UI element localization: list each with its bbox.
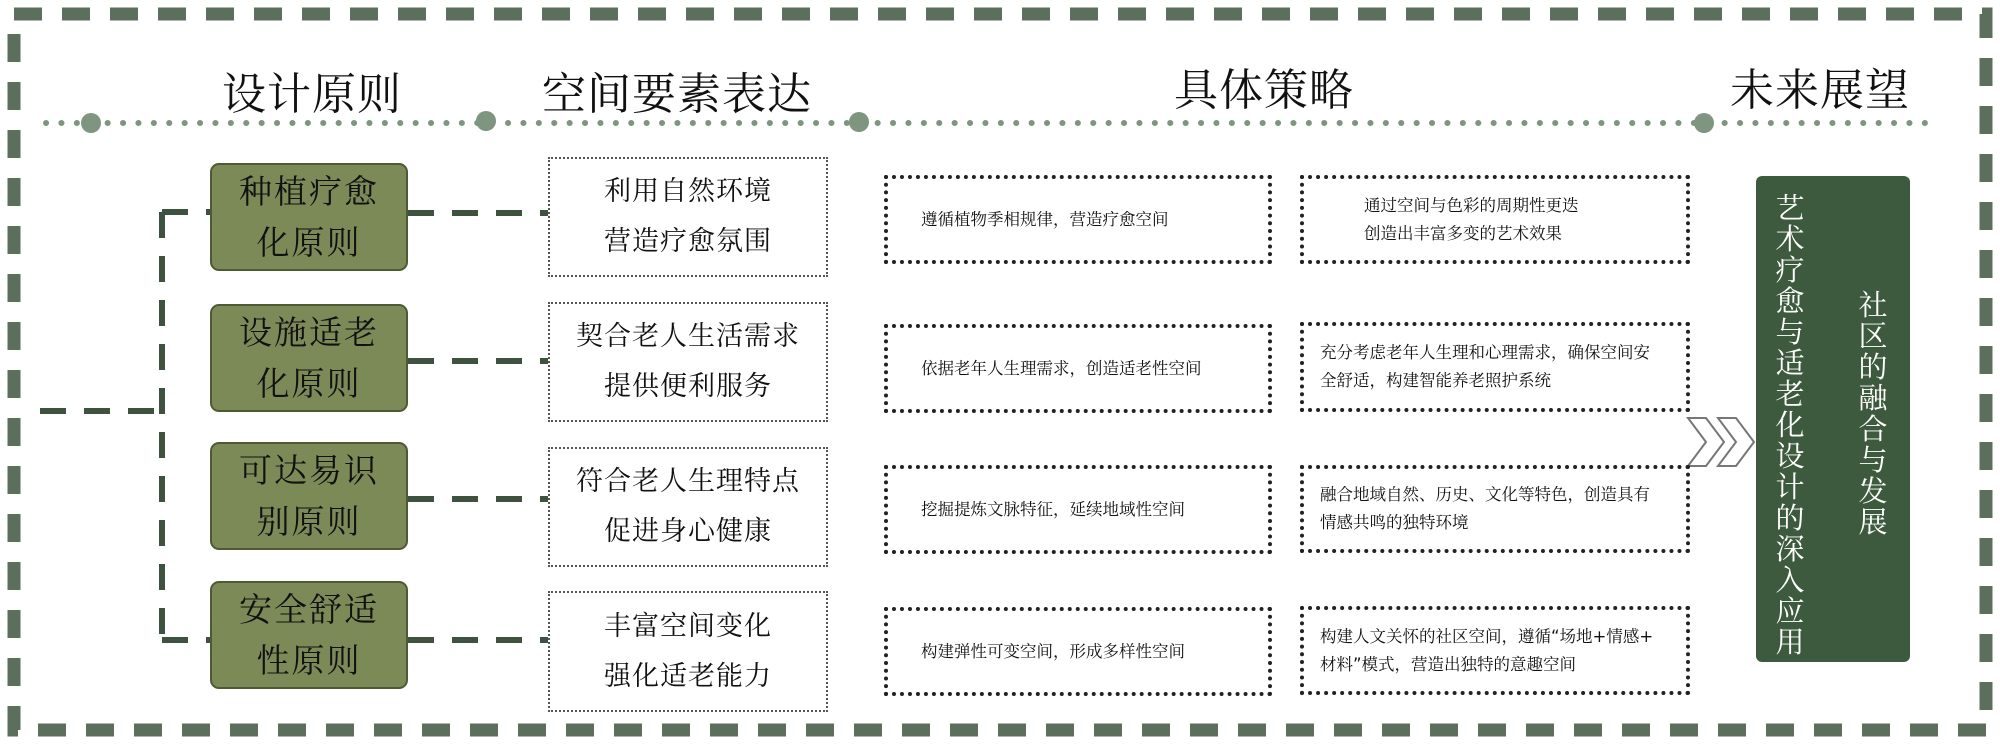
strategy-text: 材料”模式，营造出独特的意趣空间 <box>1320 654 1577 674</box>
vision-char: 应 <box>1775 594 1805 628</box>
strategy-text: 遵循植物季相规律，营造疗愈空间 <box>921 209 1169 229</box>
vision-char: 计 <box>1775 470 1805 504</box>
timeline-node-1 <box>81 113 101 133</box>
strategy-text: 创造出丰富多变的艺术效果 <box>1364 223 1562 243</box>
vision-text-art-healing <box>1773 193 1807 658</box>
header-outlook: 未来展望 <box>1730 65 1910 116</box>
principle-line: 别原则 <box>256 502 362 541</box>
future-vision-panel <box>1756 176 1910 662</box>
vision-text-community <box>1856 290 1890 538</box>
strategy-text: 全舒适，构建智能养老照护系统 <box>1320 371 1551 390</box>
strategy-box-right-3 <box>1300 465 1690 553</box>
vision-char: 融 <box>1858 381 1888 415</box>
expression-box-2 <box>548 302 828 422</box>
strategy-text: 情感共鸣的独特环境 <box>1320 513 1469 532</box>
expression-box-4 <box>548 591 828 712</box>
timeline-node-4 <box>1694 113 1714 133</box>
expression-line: 强化适老能力 <box>604 660 772 692</box>
header-strategies: 具体策略 <box>1174 65 1354 116</box>
expression-line: 利用自然环境 <box>604 176 772 207</box>
strategy-text: 挖掘提炼文脉特征，延续地域性空间 <box>921 499 1185 519</box>
connector-lines <box>40 212 548 640</box>
vision-char: 发 <box>1858 474 1888 508</box>
strategy-box-right-1 <box>1300 175 1690 264</box>
expression-line: 契合老人生活需求 <box>576 321 800 352</box>
vision-char: 愈 <box>1775 284 1805 318</box>
expression-box-3 <box>548 447 828 567</box>
strategy-text: 依据老年人生理需求，创造适老性空间 <box>921 358 1202 378</box>
strategy-text: 充分考虑老年人生理和心理需求，确保空间安 <box>1320 343 1650 362</box>
header-design-principles: 设计原则 <box>222 69 402 120</box>
vision-char: 入 <box>1775 563 1805 597</box>
strategy-box-right-2 <box>1300 322 1690 412</box>
principle-line: 种植疗愈 <box>239 172 379 211</box>
vision-char: 设 <box>1775 439 1805 473</box>
expression-line: 符合老人生理特点 <box>576 466 800 497</box>
vision-char: 深 <box>1775 532 1805 566</box>
principle-line: 安全舒适 <box>239 590 379 629</box>
vision-char: 化 <box>1775 408 1805 442</box>
principle-line: 化原则 <box>256 364 362 403</box>
principle-line: 设施适老 <box>239 313 379 352</box>
vision-char: 术 <box>1775 222 1805 256</box>
principle-box-facilities <box>210 304 408 412</box>
timeline-node-2 <box>476 111 496 131</box>
principle-line: 可达易识 <box>239 451 379 490</box>
strategy-box-left-4 <box>884 607 1272 696</box>
principle-box-safety <box>210 581 408 689</box>
vision-char: 合 <box>1858 412 1888 446</box>
strategy-box-left-3 <box>884 465 1272 554</box>
vision-char: 与 <box>1775 315 1805 349</box>
principle-box-planting <box>210 163 408 271</box>
strategy-text: 通过空间与色彩的周期性更迭 <box>1364 195 1579 215</box>
double-chevron-icon <box>1688 418 1754 466</box>
header-spatial-expression: 空间要素表达 <box>542 69 812 120</box>
timeline-node-3 <box>849 112 869 132</box>
strategy-box-left-2 <box>884 324 1272 413</box>
vision-char: 适 <box>1775 346 1805 380</box>
vision-char: 社 <box>1858 288 1888 322</box>
strategy-text: 融合地域自然、历史、文化等特色，创造具有 <box>1320 485 1650 504</box>
expression-line: 营造疗愈氛围 <box>604 226 772 257</box>
vision-char: 用 <box>1775 625 1805 659</box>
strategy-box-left-1 <box>884 175 1272 264</box>
vision-char: 与 <box>1858 443 1888 477</box>
expression-line: 促进身心健康 <box>604 516 772 547</box>
principle-line: 性原则 <box>256 641 362 680</box>
vision-char: 区 <box>1858 319 1888 353</box>
vision-char: 的 <box>1775 501 1805 535</box>
strategy-text: 构建人文关怀的社区空间，遵循“场地+情感+ <box>1320 626 1654 646</box>
expression-line: 提供便利服务 <box>604 371 772 402</box>
vision-char: 的 <box>1858 350 1888 384</box>
expression-line: 丰富空间变化 <box>604 610 772 642</box>
strategy-box-right-4 <box>1300 606 1690 695</box>
expression-box-1 <box>548 157 828 277</box>
vision-char: 老 <box>1775 377 1805 411</box>
vision-char: 展 <box>1858 505 1888 539</box>
strategy-text: 构建弹性可变空间，形成多样性空间 <box>921 641 1185 661</box>
principle-line: 化原则 <box>256 223 362 262</box>
vision-char: 艺 <box>1775 191 1805 225</box>
vision-char: 疗 <box>1775 253 1805 287</box>
principle-box-accessibility <box>210 442 408 550</box>
